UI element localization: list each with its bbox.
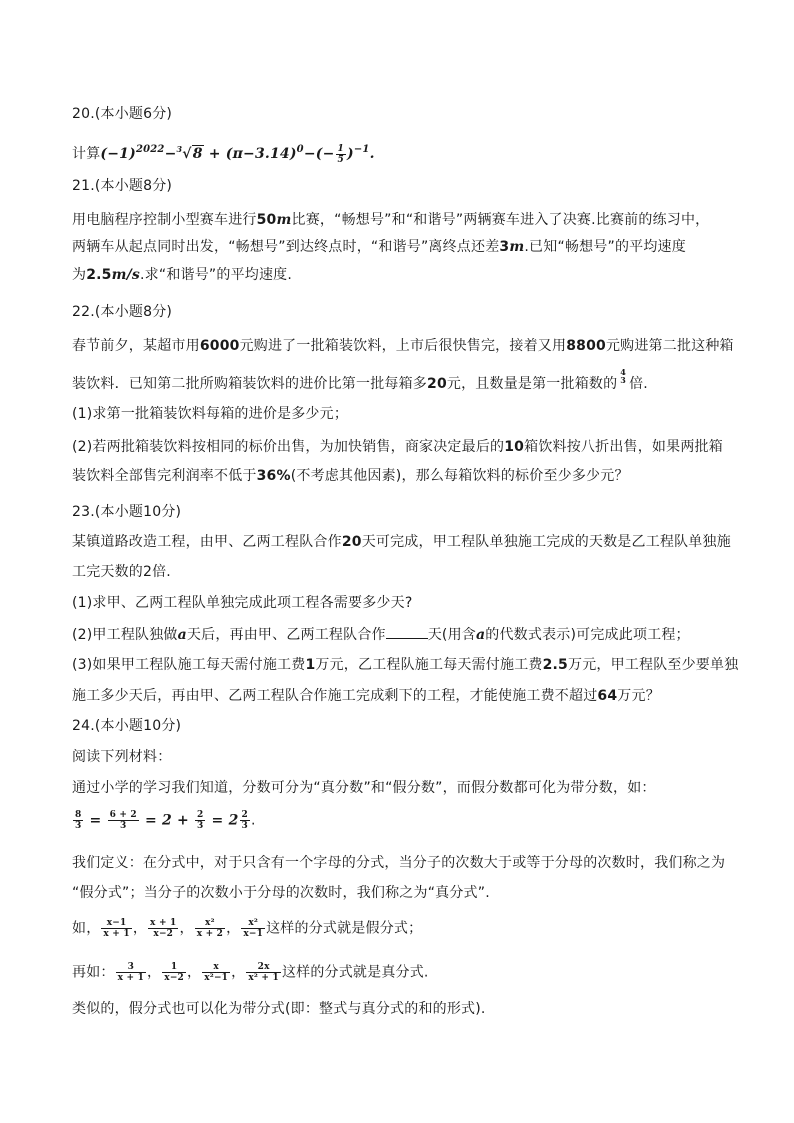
denominator: 3	[197, 821, 204, 831]
numerator: x + 1	[150, 918, 177, 928]
expr-part: (−1)	[100, 146, 136, 162]
fraction	[195, 918, 225, 939]
q23-line-2: 工完天数的2倍.	[72, 564, 171, 580]
number: 2.5	[542, 657, 568, 673]
expr-part: −(−	[303, 146, 335, 162]
text: 某镇道路改造工程，由甲、乙两工程队合作	[72, 534, 342, 550]
denominator: x² + 1	[248, 973, 279, 983]
denominator: x²−1	[204, 973, 229, 983]
separator: ，	[231, 964, 246, 981]
operator: = 2	[206, 812, 239, 829]
fraction	[241, 918, 265, 939]
number: 1	[305, 657, 316, 673]
text: (2)甲工程队独做	[72, 627, 178, 643]
q23-sub-4	[72, 686, 732, 706]
expr-part: .	[369, 146, 375, 162]
q22-sub-3	[72, 466, 732, 486]
denominator: x−2	[164, 973, 185, 983]
text: 元购进第二批这种箱	[605, 338, 734, 354]
unit: m	[509, 239, 525, 255]
denominator: 3	[620, 375, 627, 385]
text: 为	[72, 267, 87, 283]
root-index: 3	[176, 144, 183, 154]
numerator: 4	[620, 367, 627, 377]
text: 这样的分式就是假分式；	[266, 920, 423, 937]
exponent: 2022	[135, 144, 165, 155]
q21-line-1	[72, 210, 732, 230]
numerator: 1	[337, 143, 344, 154]
q24-proper-examples	[72, 962, 732, 983]
fraction	[240, 810, 250, 831]
denominator: 3	[75, 821, 82, 831]
separator: ，	[226, 920, 241, 937]
q21-line-3	[72, 265, 732, 285]
fraction	[618, 368, 628, 384]
denominator: x−2	[153, 929, 174, 939]
q24-definition-2: “假分式”；当分子的次数小于分母的次数时，我们称之为“真分式”.	[72, 885, 490, 901]
fraction	[162, 962, 186, 983]
fraction	[195, 810, 205, 831]
q22-line-2	[72, 368, 732, 394]
denominator: x + 1	[117, 973, 145, 983]
q23-line-1	[72, 532, 732, 552]
text: 两辆车从起点同时出发，“畅想号”到达终点时，“和谐号”离终点还差	[72, 239, 500, 255]
q23-sub-3	[72, 655, 739, 675]
text: 装饮料全部售完利润率不低于	[72, 468, 257, 484]
fraction	[108, 810, 139, 831]
q24-definition-1: 我们定义：在分式中，对于只含有一个字母的分式，当分子的次数大于或等于分母的次数时，我们称之为	[72, 855, 726, 871]
q22-sub-2	[72, 437, 732, 457]
number: 8800	[566, 338, 606, 354]
numerator: x²	[241, 918, 265, 929]
numerator: 1	[162, 962, 186, 973]
denominator: 3	[120, 821, 127, 831]
q24-header: 24.(本小题10分)	[72, 718, 182, 734]
numerator: x	[202, 962, 230, 973]
text: 这样的分式就是真分式.	[281, 964, 429, 981]
denominator: 3	[241, 821, 248, 831]
text: 倍.	[629, 376, 648, 392]
q24-line-2: 通过小学的学习我们知道，分数可分为“真分数”和“假分数”，而假分数都可化为带分数，如：	[72, 780, 656, 796]
numerator: 6 + 2	[109, 810, 137, 820]
text: 的代数式表示)可完成此项工程；	[485, 627, 690, 643]
denominator: 5	[337, 154, 344, 165]
numerator: 2x	[246, 962, 281, 973]
number: 10	[504, 439, 525, 455]
text: 比赛，“畅想号”和“和谐号”两辆赛车进入了决赛.比赛前的练习中，	[291, 212, 710, 228]
text: 万元？	[617, 688, 660, 704]
q22-header: 22.(本小题8分)	[72, 304, 173, 320]
text: 天后，再由甲、乙两工程队合作	[186, 627, 386, 643]
q20-prefix: 计算	[72, 146, 101, 162]
fraction	[202, 962, 230, 983]
text: .求“和谐号”的平均速度.	[140, 267, 293, 283]
period: .	[250, 812, 256, 829]
text: 天(用含	[427, 627, 476, 643]
text: 元，且数量是第一批箱数的	[446, 376, 618, 392]
q20-header: 20.(本小题6分)	[72, 106, 173, 122]
text: 天可完成，甲工程队单独施工完成的天数是乙工程队单独施	[361, 534, 731, 550]
text: (3)如果甲工程队施工每天需付施工费	[72, 657, 306, 673]
number: 2.5	[86, 267, 112, 283]
separator: ，	[179, 920, 194, 937]
numerator: 2	[197, 810, 204, 820]
number: 3	[499, 239, 510, 255]
fraction	[246, 962, 281, 983]
fraction	[101, 918, 131, 939]
separator: ，	[147, 964, 162, 981]
operator: =	[84, 812, 107, 829]
numerator: x²	[195, 918, 225, 929]
expr-part: −	[164, 146, 177, 162]
text: 再如：	[72, 964, 115, 981]
separator: ，	[132, 920, 148, 937]
q22-sub-1: (1)求第一批箱装饮料每箱的进价是多少元；	[72, 406, 349, 422]
number: 20	[341, 534, 362, 550]
q24-last-line: 类似的，假分式也可以化为带分式(即：整式与真分式的和的形式).	[72, 1001, 486, 1017]
separator: ，	[187, 964, 202, 981]
text: (不考虑其他因素)，那么每箱饮料的标价至少多少元？	[290, 468, 629, 484]
q23-sub-2	[72, 624, 732, 645]
text: (2)若两批箱装饮料按相同的标价出售，为加快销售，商家决定最后的	[72, 439, 505, 455]
number: 36%	[256, 468, 291, 484]
unit: m/s	[111, 267, 141, 283]
q23-header: 23.(本小题10分)	[72, 504, 182, 520]
number: 64	[597, 688, 618, 704]
text: 如，	[72, 920, 101, 937]
denominator: x + 1	[103, 929, 130, 939]
q20-expression	[100, 143, 375, 165]
number: 20	[427, 376, 447, 392]
q20-problem	[72, 139, 732, 165]
text: 用电脑程序控制小型赛车进行	[72, 212, 257, 228]
exponent: −1	[353, 144, 370, 155]
expr-part: + (	[203, 146, 233, 162]
number: 50	[256, 212, 277, 228]
fraction	[336, 144, 346, 165]
q24-improper-examples	[72, 918, 732, 939]
variable: a	[476, 627, 486, 643]
q22-line-1	[72, 336, 732, 356]
exponent: 0	[296, 144, 304, 155]
denominator: x−1	[243, 929, 264, 939]
operator: = 2 +	[139, 812, 195, 829]
denominator: x + 2	[196, 929, 224, 939]
numerator: x−1	[101, 918, 131, 929]
text: .已知“畅想号”的平均速度	[524, 239, 686, 255]
expr-part: −3.14)	[243, 146, 297, 162]
pi-symbol: π	[232, 146, 244, 162]
answer-blank[interactable]	[386, 624, 428, 639]
text: 万元，乙工程队施工每天需付施工费	[315, 657, 543, 673]
number: 6000	[199, 338, 240, 354]
numerator: 8	[75, 810, 82, 820]
text: 施工多少天后，再由甲、乙两工程队合作施工完成剩下的工程，才能使施工费不超过	[72, 688, 598, 704]
fraction	[73, 810, 83, 831]
fraction	[148, 918, 178, 939]
text: 元购进了一批箱装饮料，上市后很快售完，接着又用	[239, 338, 567, 354]
radicand: 8	[192, 146, 203, 162]
numerator: 2	[241, 810, 248, 820]
text: 装饮料．已知第二批所购箱装饮料的进价比第一批每箱多	[72, 376, 427, 392]
cube-root: $^3$√8	[176, 144, 203, 162]
variable: a	[177, 627, 187, 643]
q21-header: 21.(本小题8分)	[72, 178, 173, 194]
text: 春节前夕，某超市用	[72, 338, 200, 354]
numerator: 3	[116, 962, 146, 973]
fraction	[116, 962, 146, 983]
text: 万元，甲工程队至少要单独	[568, 657, 739, 673]
unit: m	[276, 212, 292, 228]
expr-part: )	[347, 146, 354, 162]
text: 箱饮料按八折出售，如果两批箱	[524, 439, 723, 455]
q23-sub-1: (1)求甲、乙两工程队单独完成此项工程各需要多少天?	[72, 595, 413, 611]
q24-example-mixed	[72, 810, 732, 831]
q24-line-1: 阅读下列材料：	[72, 749, 172, 765]
q21-line-2	[72, 237, 732, 257]
